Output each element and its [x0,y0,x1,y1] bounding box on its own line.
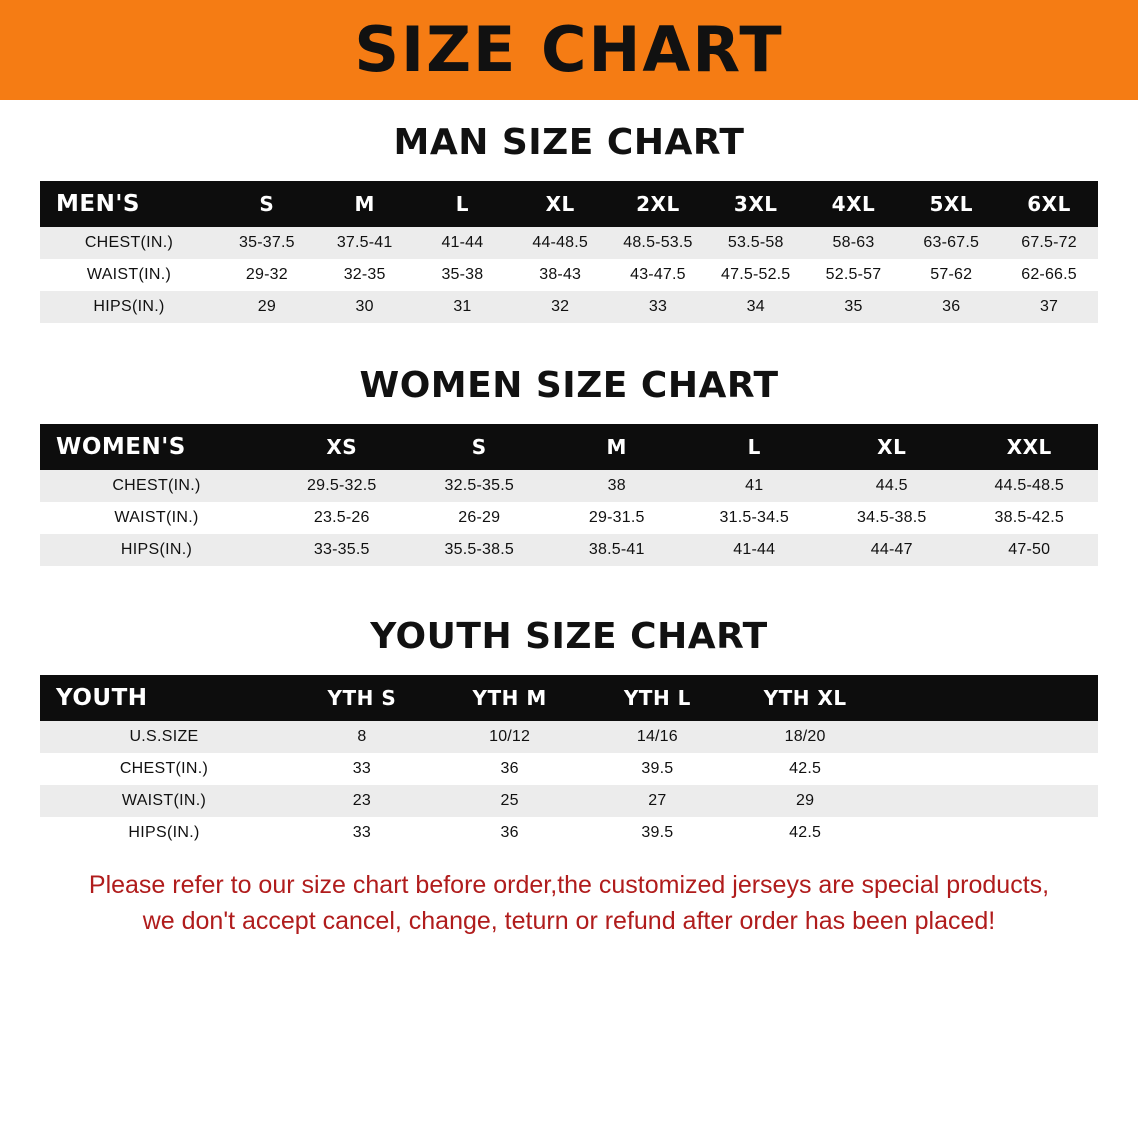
women-cell-1-3: 31.5-34.5 [686,502,824,534]
youth-table-wrap [40,675,1098,849]
man-row-head: MEN'S [56,191,140,217]
disclaimer-line-2: we don't accept cancel, change, teturn or refund after order has been placed! [142,907,996,936]
women-cell-1-4: 34.5-38.5 [823,502,961,534]
women-row-head: WOMEN'S [56,434,186,460]
women-cell-1-5: 38.5-42.5 [961,502,1099,534]
man-cell-0-1: 37.5-41 [316,227,414,259]
man-row-0-label: CHEST(IN.) [40,227,218,259]
women-row-0-label: CHEST(IN.) [40,470,273,502]
women-cell-2-4: 44-47 [823,534,961,566]
table-header-row [40,424,1098,470]
man-cell-1-7: 57-62 [902,259,1000,291]
youth-cell-3-0: 33 [288,817,436,849]
man-cell-0-5: 53.5-58 [707,227,805,259]
man-cell-1-8: 62-66.5 [1000,259,1098,291]
youth-cell-1-1: 36 [436,753,584,785]
youth-cell-0-1: 10/12 [436,721,584,753]
youth-cell-2-2: 27 [584,785,732,817]
man-col-1: M [354,192,375,216]
women-cell-0-1: 32.5-35.5 [411,470,549,502]
man-table-wrap [40,181,1098,323]
women-table-header [40,424,1098,470]
youth-col-2: YTH L [623,686,691,710]
women-col-5: XXL [1006,435,1052,459]
table-row [40,227,1098,259]
man-section-heading: MAN SIZE CHART [393,122,745,163]
women-cell-0-3: 41 [686,470,824,502]
youth-cell-3-1: 36 [436,817,584,849]
youth-cell-3-spacer [879,817,1098,849]
man-col-3: XL [545,192,575,216]
women-col-1: S [471,435,487,459]
man-cell-0-4: 48.5-53.5 [609,227,707,259]
women-col-3: L [747,435,761,459]
table-row [40,502,1098,534]
youth-col-3: YTH XL [763,686,847,710]
man-col-2: L [455,192,470,216]
youth-cell-2-1: 25 [436,785,584,817]
man-cell-2-7: 36 [902,291,1000,323]
youth-cell-1-0: 33 [288,753,436,785]
man-cell-0-6: 58-63 [805,227,903,259]
man-table-body [40,227,1098,323]
table-row [40,753,1098,785]
man-row-2-label: HIPS(IN.) [40,291,218,323]
youth-cell-2-3: 29 [731,785,879,817]
man-cell-2-4: 33 [609,291,707,323]
man-cell-0-7: 63-67.5 [902,227,1000,259]
women-cell-0-5: 44.5-48.5 [961,470,1099,502]
man-cell-1-6: 52.5-57 [805,259,903,291]
women-size-table [40,424,1098,566]
women-col-4: XL [877,435,907,459]
youth-size-table [40,675,1098,849]
man-col-7: 5XL [929,192,974,216]
man-col-4: 2XL [636,192,680,216]
youth-row-1-label: CHEST(IN.) [40,753,288,785]
youth-row-3-label: HIPS(IN.) [40,817,288,849]
women-cell-1-2: 29-31.5 [548,502,686,534]
table-row [40,534,1098,566]
page-title: SIZE CHART [354,13,784,86]
table-row [40,721,1098,753]
man-cell-0-0: 35-37.5 [218,227,316,259]
man-col-0: S [259,192,275,216]
man-table-header [40,181,1098,227]
women-row-2-label: HIPS(IN.) [40,534,273,566]
man-cell-2-5: 34 [707,291,805,323]
youth-col-spacer [879,675,1098,721]
table-row [40,259,1098,291]
women-cell-1-0: 23.5-26 [273,502,411,534]
women-cell-0-4: 44.5 [823,470,961,502]
youth-cell-2-spacer [879,785,1098,817]
youth-cell-1-3: 42.5 [731,753,879,785]
youth-cell-1-2: 39.5 [584,753,732,785]
youth-section-heading: YOUTH SIZE CHART [370,616,768,657]
man-col-5: 3XL [733,192,778,216]
youth-table-body [40,721,1098,849]
youth-cell-3-2: 39.5 [584,817,732,849]
man-cell-1-4: 43-47.5 [609,259,707,291]
man-cell-2-3: 32 [511,291,609,323]
table-header-row [40,181,1098,227]
disclaimer-line-1: Please refer to our size chart before order,the customized jerseys are special products, [88,871,1050,899]
youth-cell-3-3: 42.5 [731,817,879,849]
women-col-2: M [606,435,627,459]
youth-cell-0-3: 18/20 [731,721,879,753]
man-cell-1-1: 32-35 [316,259,414,291]
women-section-heading: WOMEN SIZE CHART [359,365,779,406]
table-header-row [40,675,1098,721]
women-cell-2-1: 35.5-38.5 [411,534,549,566]
youth-cell-0-0: 8 [288,721,436,753]
man-col-6: 4XL [831,192,876,216]
man-cell-1-0: 29-32 [218,259,316,291]
man-cell-1-5: 47.5-52.5 [707,259,805,291]
women-table-body [40,470,1098,566]
youth-row-0-label: U.S.SIZE [40,721,288,753]
man-cell-2-8: 37 [1000,291,1098,323]
man-cell-0-2: 41-44 [414,227,512,259]
man-cell-2-1: 30 [316,291,414,323]
man-cell-2-2: 31 [414,291,512,323]
youth-cell-0-spacer [879,721,1098,753]
women-cell-2-2: 38.5-41 [548,534,686,566]
women-cell-2-5: 47-50 [961,534,1099,566]
youth-col-0: YTH S [327,686,397,710]
youth-row-head: YOUTH [56,685,148,711]
man-cell-1-3: 38-43 [511,259,609,291]
youth-table-header [40,675,1098,721]
women-table-wrap [40,424,1098,566]
man-cell-0-3: 44-48.5 [511,227,609,259]
table-row [40,470,1098,502]
women-cell-1-1: 26-29 [411,502,549,534]
youth-col-1: YTH M [472,686,547,710]
man-cell-2-0: 29 [218,291,316,323]
youth-row-2-label: WAIST(IN.) [40,785,288,817]
disclaimer-note [34,867,1104,940]
women-row-1-label: WAIST(IN.) [40,502,273,534]
women-cell-0-0: 29.5-32.5 [273,470,411,502]
youth-cell-1-spacer [879,753,1098,785]
page-banner [0,0,1138,100]
man-cell-2-6: 35 [805,291,903,323]
man-cell-1-2: 35-38 [414,259,512,291]
man-size-table [40,181,1098,323]
table-row [40,291,1098,323]
women-cell-2-3: 41-44 [686,534,824,566]
youth-cell-0-2: 14/16 [584,721,732,753]
women-cell-0-2: 38 [548,470,686,502]
man-row-1-label: WAIST(IN.) [40,259,218,291]
women-col-0: XS [326,435,358,459]
youth-cell-2-0: 23 [288,785,436,817]
man-col-8: 6XL [1027,192,1071,216]
table-row [40,817,1098,849]
women-cell-2-0: 33-35.5 [273,534,411,566]
man-cell-0-8: 67.5-72 [1000,227,1098,259]
table-row [40,785,1098,817]
